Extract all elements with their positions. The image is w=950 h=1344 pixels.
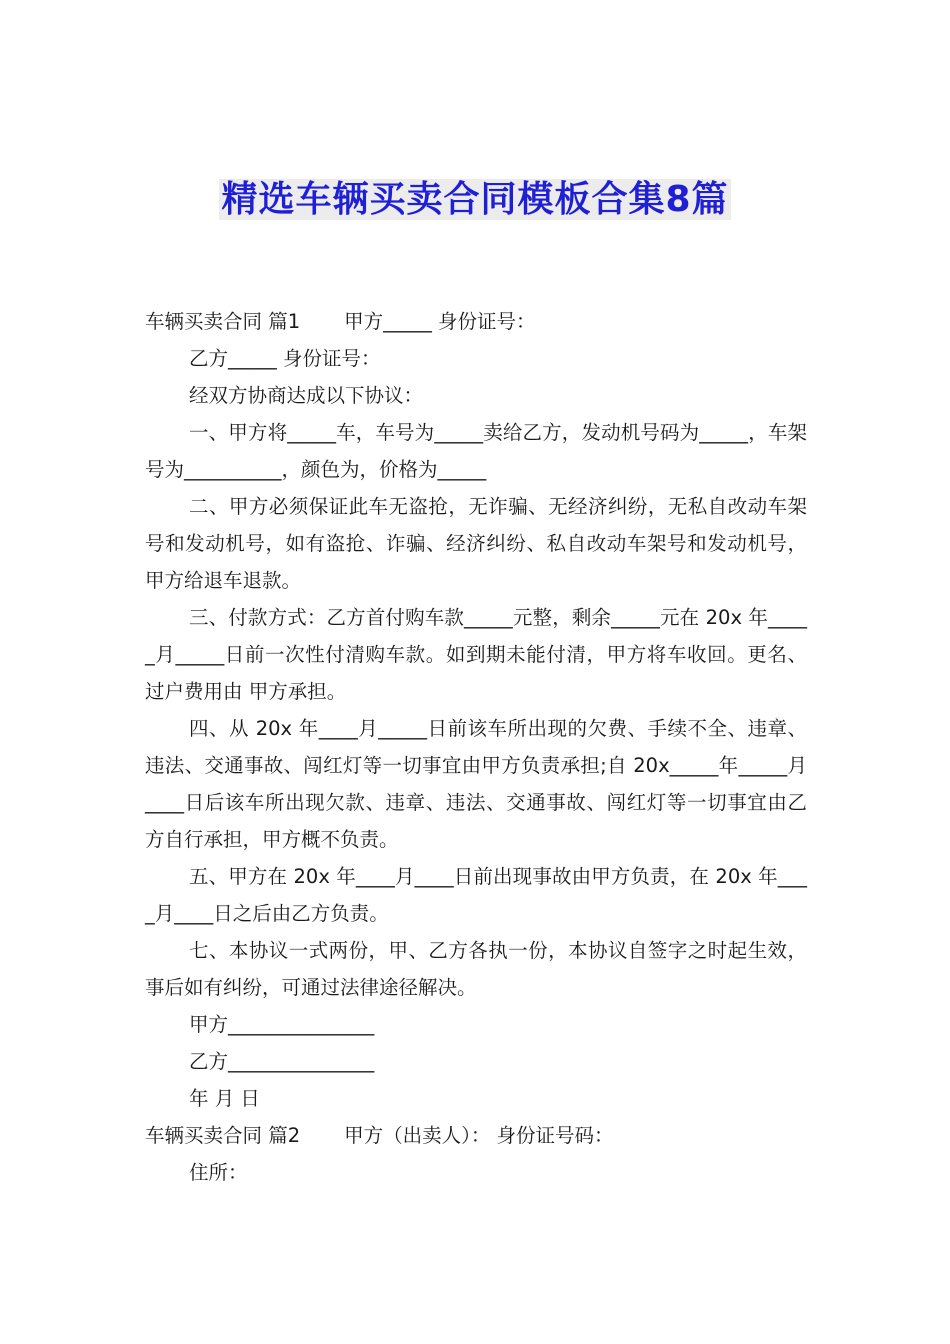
date-line: 年 月 日 xyxy=(189,1087,260,1110)
paragraph: 住所： xyxy=(189,1161,248,1184)
contract-heading-label: 车辆买卖合同 篇1 xyxy=(145,310,301,333)
signature-line-party-a: 甲方_______________ xyxy=(189,1013,375,1036)
paragraph: 四、从 20x 年____月_____日前该车所出现的欠费、手续不全、违章、违法、交通事故、闯红灯等一切事宜由甲方负责承担;自 20x_____年_____月____日后该车所出现欠款、违章、违法、交通事故、闯红灯等一切事宜由乙方自行承担，甲方概不负责。 xyxy=(145,717,807,851)
contract-heading-1 xyxy=(145,303,807,340)
document-title xyxy=(0,176,950,224)
contract-heading-party: 甲方_____ 身份证号： xyxy=(344,310,536,333)
document-title-text: 精选车辆买卖合同模板合集8篇 xyxy=(221,179,729,220)
paragraph: 七、本协议一式两份，甲、乙方各执一份，本协议自签字之时起生效，事后如有纠纷，可通过法律途径解决。 xyxy=(145,939,807,999)
contract-heading-party: 甲方（出卖人）： 身份证号码： xyxy=(344,1124,614,1147)
paragraph: 一、甲方将_____车，车号为_____卖给乙方，发动机号码为_____，车架号为__________，颜色为，价格为_____ xyxy=(145,421,807,481)
paragraph: 乙方_____ 身份证号： xyxy=(189,347,381,370)
paragraph: 五、甲方在 20x 年____月____日前出现事故由甲方负责，在 20x 年____月____日之后由乙方负责。 xyxy=(145,865,807,925)
document-body xyxy=(145,303,807,1191)
contract-heading-label: 车辆买卖合同 篇2 xyxy=(145,1124,301,1147)
paragraph: 二、甲方必须保证此车无盗抢，无诈骗、无经济纠纷，无私自改动车架号和发动机号，如有盗抢、诈骗、经济纠纷、私自改动车架号和发动机号，甲方给退车退款。 xyxy=(145,495,807,592)
contract-heading-2 xyxy=(145,1117,807,1154)
paragraph: 三、付款方式：乙方首付购车款_____元整，剩余_____元在 20x 年_____月_____日前一次性付清购车款。如到期未能付清，甲方将车收回。更名、过户费用由 甲方承担。 xyxy=(145,606,807,703)
signature-line-party-b: 乙方_______________ xyxy=(189,1050,375,1073)
paragraph: 经双方协商达成以下协议： xyxy=(189,384,424,407)
